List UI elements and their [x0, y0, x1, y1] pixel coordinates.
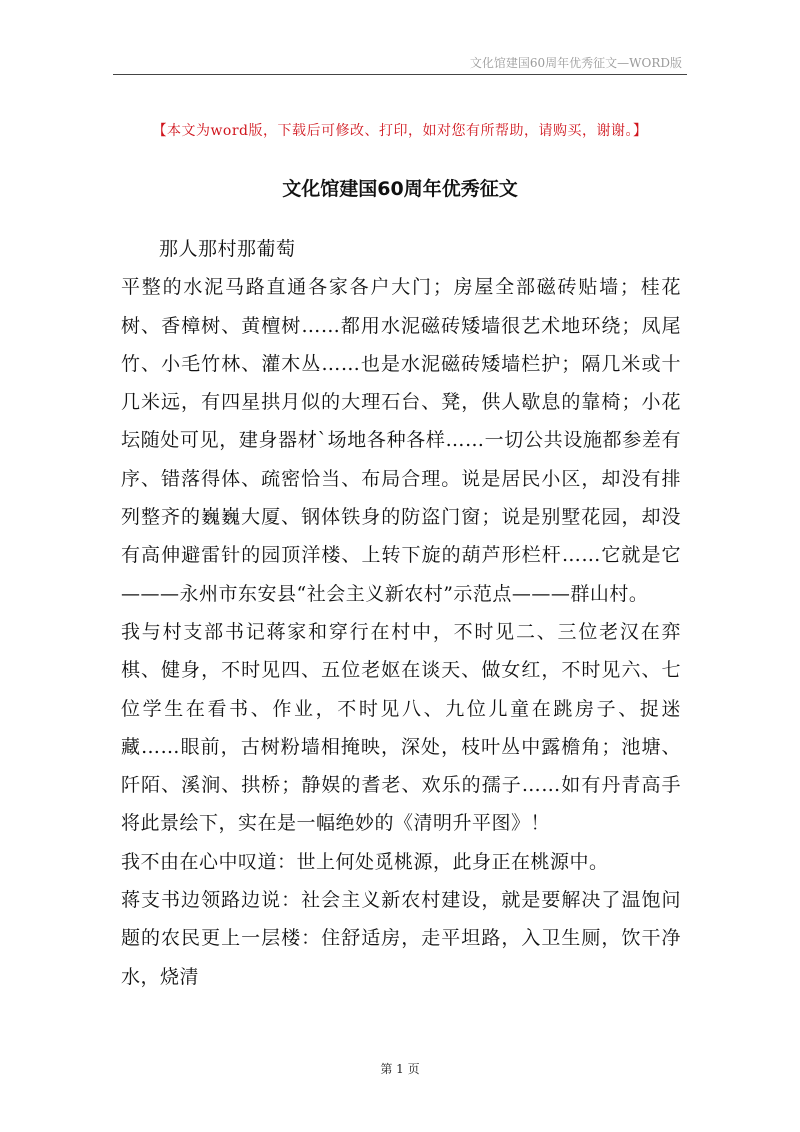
paragraph-4: 蒋支书边领路边说：社会主义新农村建设，就是要解决了温饱问题的农民更上一层楼：住舒适房，走平坦路，入卫生厕，饮干净水，烧清 — [121, 889, 681, 988]
header-divider — [113, 74, 687, 75]
document-title: 文化馆建国60周年优秀征文 — [282, 178, 518, 200]
essay-subtitle: 那人那村那葡萄 — [159, 238, 296, 260]
paragraph-2: 我与村支部书记蒋家和穿行在村中，不时见二、三位老汉在弈棋、健身，不时见四、五位老妪在谈天、做女红，不时见六、七位学生在看书、作业，不时见八、九位儿童在跳房子、捉迷藏……眼前，古树粉墙相掩映，深处，枝叶丛中露檐角；池塘、阡陌、溪涧、拱桥；静娱的耆老、欢乐的孺子……如有丹青高手将此景绘下，实在是一幅绝妙的《清明升平图》！ — [121, 620, 681, 835]
page-number: 第 1 页 — [380, 1062, 420, 1076]
paragraph-3: 我不由在心中叹道：世上何处觅桃源，此身正在桃源中。 — [121, 850, 609, 873]
paragraph-1: 平整的水泥马路直通各家各户大门；房屋全部磁砖贴墙；桂花树、香樟树、黄檀树……都用水泥磁砖矮墙很艺术地环绕；凤尾竹、小毛竹林、灌木丛……也是水泥磁砖矮墙栏护；隔几米或十几米远，有四星拱月似的大理石台、凳，供人歇息的靠椅；小花坛随处可见，建身器材`场地各种各样……一切公共设施都参差有序、错落得体、疏密恰当、布局合理。说是居民小区，却没有排列整齐的巍巍大厦、钢体铁身的防盗门窗；说是别墅花园，却没有高伸避雷针的园顶洋楼、上转下旋的葫芦形栏杆……它就是它———永州市东安县“社会主义新农村”示范点———群山村。 — [121, 276, 681, 605]
running-header: 文化馆建国60周年优秀征文—WORD版 — [469, 56, 682, 70]
document-body — [121, 230, 681, 996]
download-notice: 【本文为word版，下载后可修改、打印，如对您有所帮助，请购买，谢谢。】 — [152, 123, 648, 139]
